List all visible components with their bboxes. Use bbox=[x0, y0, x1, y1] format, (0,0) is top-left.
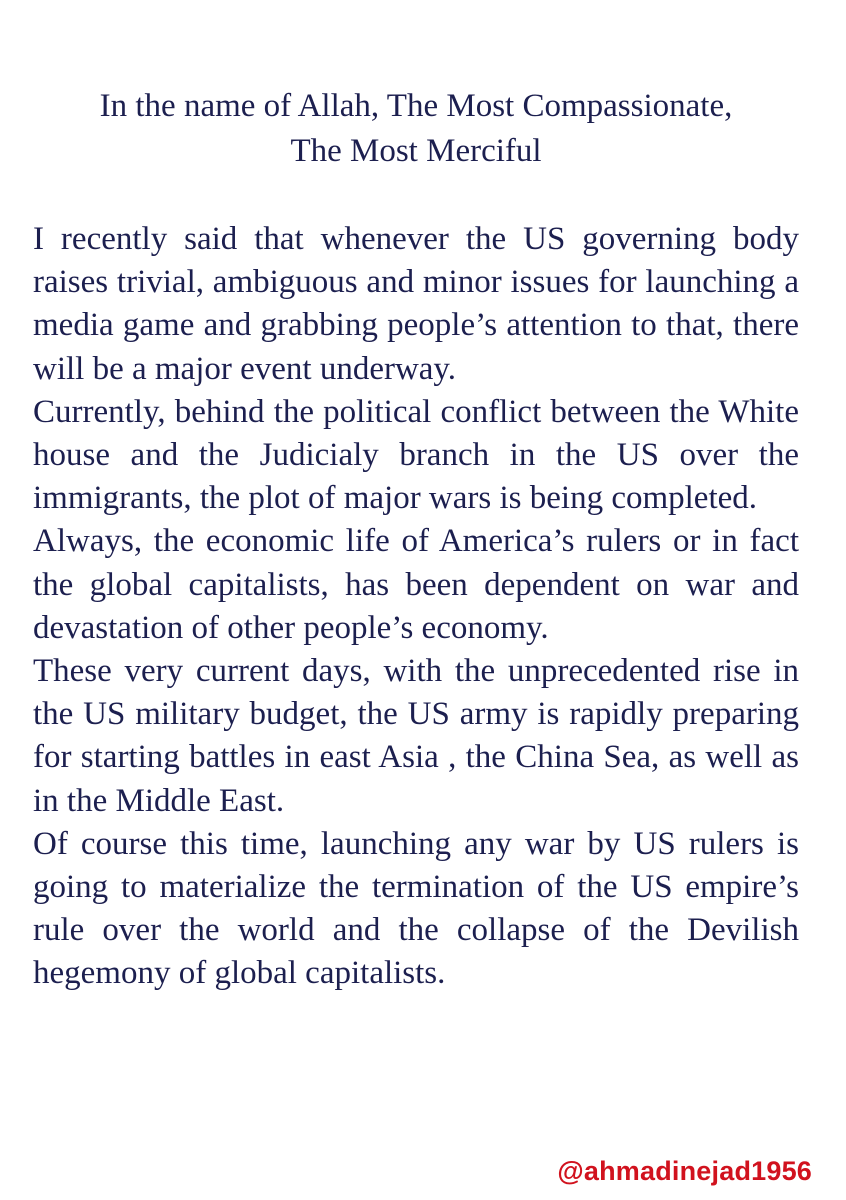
heading-line-2: The Most Merciful bbox=[290, 133, 542, 169]
author-handle: @ahmadinejad1956 bbox=[557, 1156, 812, 1186]
paragraph-5: Of course this time, launching any war by US rulers is going to materialize the termination of the US empire’s rule over the world and the collapse of the Devilish hegemony of global capitalists. bbox=[33, 825, 799, 992]
paragraph-3: Always, the economic life of America’s rulers or in fact the global capitalists, has been dependent on war and devastation of other people’s economy. bbox=[33, 523, 799, 646]
document-heading bbox=[33, 84, 799, 174]
statement-document bbox=[33, 84, 799, 996]
paragraph-2: Currently, behind the political conflict between the White house and the Judicialy branch in the US over the immigrants, the plot of major wars is being completed. bbox=[33, 393, 799, 517]
heading-line-1: In the name of Allah, The Most Compassionate, bbox=[99, 88, 733, 124]
paragraph-1: I recently said that whenever the US governing body raises trivial, ambiguous and minor issues for launching a media game and grabbing people’s attention to that, there will be a major event underway. bbox=[33, 221, 799, 387]
document-body bbox=[33, 218, 799, 996]
paragraph-4: These very current days, with the unprecedented rise in the US military budget, the US army is rapidly preparing for starting battles in east Asia , the China Sea, as well as in the Middle East. bbox=[33, 653, 799, 819]
